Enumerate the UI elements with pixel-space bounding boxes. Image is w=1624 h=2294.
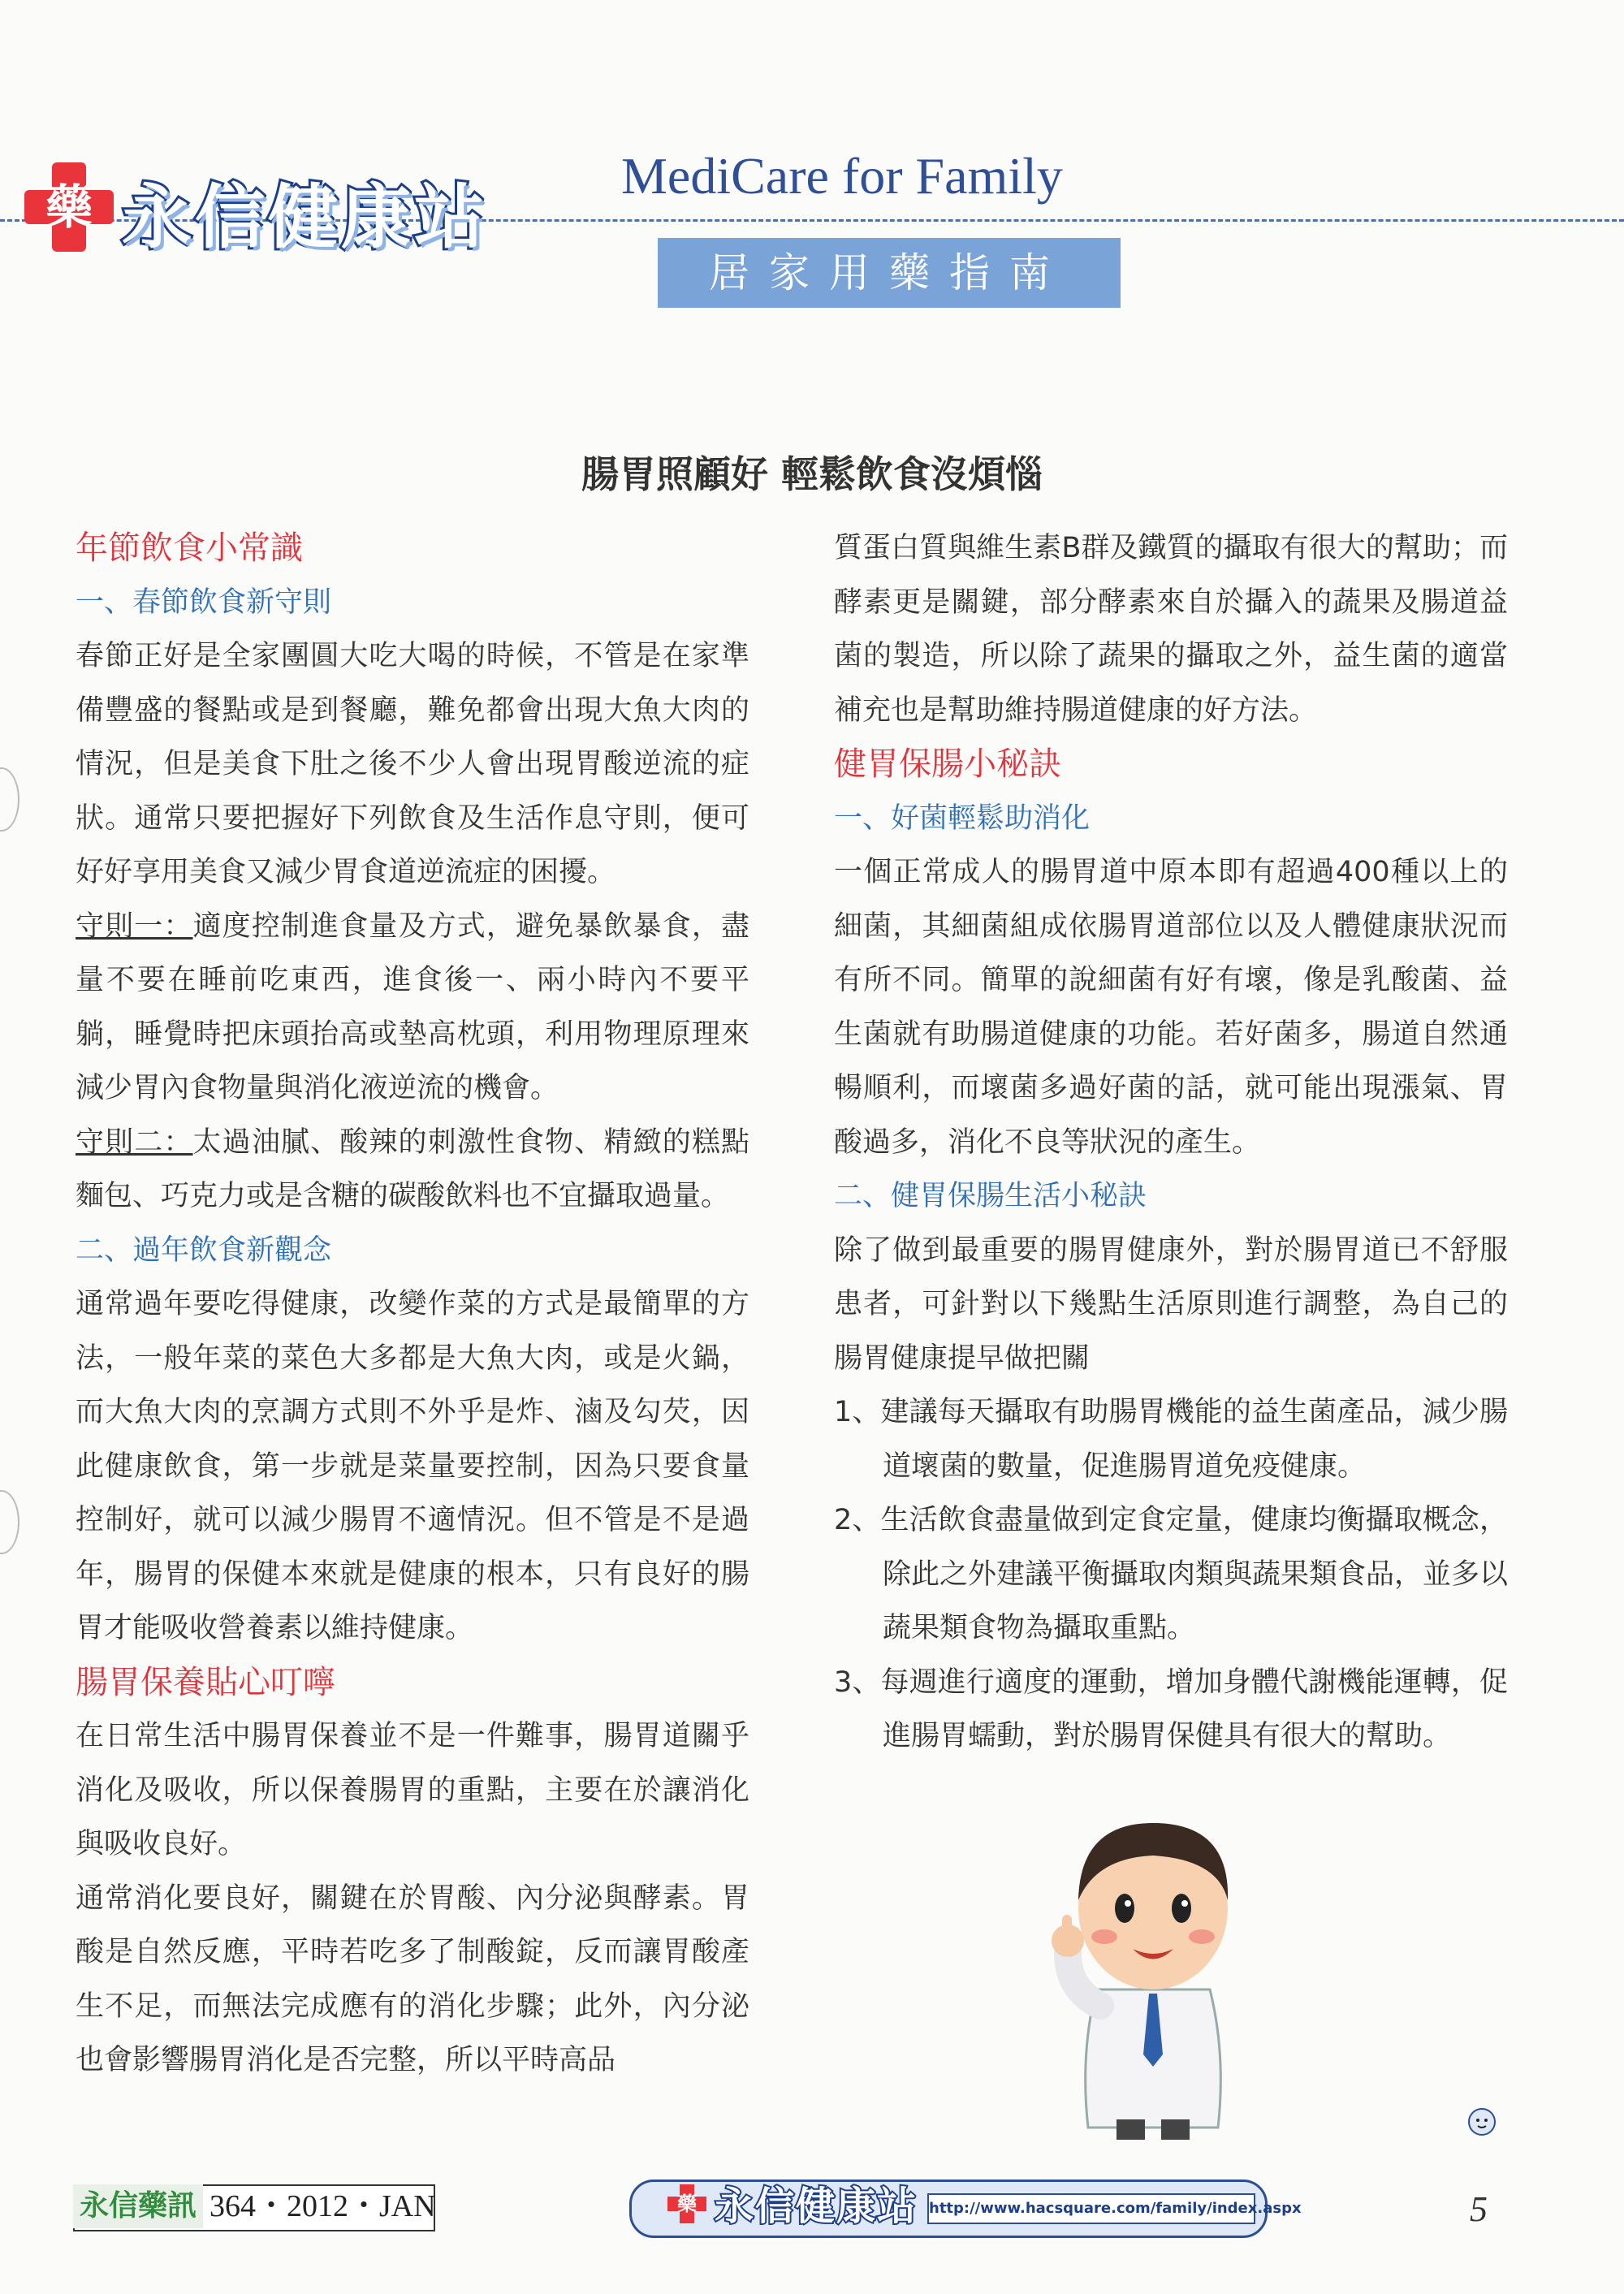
paragraph: 春節正好是全家團圓大吃大喝的時候，不管是在家準備豐盛的餐點或是到餐廳，難免都會出現大魚大肉的情況，但是美食下肚之後不少人會出現胃酸逆流的症狀。通常只要把握好下列飲食及生活作息守則，便可好好享用美食又減少胃食道逆流症的困擾。: [76, 640, 749, 888]
subheading-new-concepts: 二、過年飲食新觀念: [76, 1233, 332, 1267]
rule-one-text: 適度控制進食量及方式，避免暴飲暴食，盡量不要在睡前吃東西，進食後一、兩小時內不要平躺，睡覺時把床頭抬高或墊高枕頭，利用物理原理來減少胃內食物量與消化液逆流的機會。: [76, 909, 749, 1104]
section-subtitle: 居家用藥指南: [709, 249, 1069, 296]
rule-one: [76, 900, 749, 1116]
footer-issue-info: 364・2012・JAN: [209, 2189, 436, 2223]
rule-two-text: 太過油膩、酸辣的刺激性食物、精緻的糕點麵包、巧克力或是含糖的碳酸飲料也不宜攝取過量。: [76, 1125, 749, 1212]
binding-hole: [0, 1490, 19, 1554]
paragraph: 除了做到最重要的腸胃健康外，對於腸胃道已不舒服患者，可針對以下幾點生活原則進行調整，為自己的腸胃健康提早做把關: [834, 1233, 1508, 1375]
paragraph: 質蛋白質與維生素B群及鐵質的攝取有很大的幫助；而酵素更是關鍵，部分酵素來自於攝入的蔬果及腸道益菌的製造，所以除了蔬果的攝取之外，益生菌的適當補充也是幫助維持腸道健康的好方法。: [834, 532, 1508, 727]
list-item: 1、建議每天攝取有助腸胃機能的益生菌產品，減少腸道壞菌的數量，促進腸胃道免疫健康。: [834, 1396, 1508, 1483]
paragraph: 通常消化要良好，關鍵在於胃酸、內分泌與酵素。胃酸是自然反應，平時若吃多了制酸錠，反而讓胃酸產生不足，而無法完成應有的消化步驟；此外，內分泌也會影響腸胃消化是否完整，所以平時高品: [76, 1881, 749, 2076]
footer-logo-char: 藥: [677, 2192, 697, 2215]
subheading-life-tips: 二、健胃保腸生活小秘訣: [834, 1180, 1147, 1212]
list-item: 2、生活飲食盡量做到定食定量，健康均衡攝取概念，除此之外建議平衡攝取肉類與蔬果類食品，並多以蔬果類食物為攝取重點。: [834, 1504, 1509, 1644]
left-column: [76, 521, 749, 2088]
page-number: 5: [1470, 2189, 1488, 2229]
footer-magazine-name: 永信藥訊: [73, 2184, 203, 2228]
doctor-thumbs-up-illustration: [1023, 1786, 1283, 2144]
heading-gut-secrets: 健胃保腸小秘訣: [834, 745, 1061, 783]
mascot-icon: [1462, 2099, 1502, 2140]
pharmacy-cross-icon: [667, 2184, 706, 2223]
rule-one-label: 守則一：: [76, 909, 193, 943]
subheading-spring-rules: 一、春節飲食新守則: [76, 585, 332, 619]
pharmacy-cross-icon: [24, 162, 114, 252]
heading-new-year-diet: 年節飲食小常識: [76, 529, 303, 567]
footer-url-link[interactable]: http://www.hacsquare.com/family/index.aspx: [927, 2193, 1255, 2224]
paragraph: 一個正常成人的腸胃道中原本即有超過400種以上的細菌，其細菌組成依腸胃道部位以及人體健康狀況而有所不同。簡單的說細菌有好有壞，像是乳酸菌、益生菌就有助腸道健康的功能。若好菌多，腸道自然通暢順利，而壞菌多過好菌的話，就可能出現漲氣、胃酸過多，消化不良等狀況的產生。: [834, 856, 1508, 1159]
subheading-good-bacteria: 一、好菌輕鬆助消化: [834, 801, 1091, 835]
paragraph: 通常過年要吃得健康，改變作菜的方式是最簡單的方法，一般年菜的菜色大多都是大魚大肉，或是火鍋，而大魚大肉的烹調方式則不外乎是炸、滷及勾芡，因此健康飲食，第一步就是菜量要控制，因為只要食量控制好，就可以減少腸胃不適情況。但不管是不是過年，腸胃的保健本來就是健康的根本，只有良好的腸胃才能吸收營養素以維持健康。: [76, 1288, 749, 1644]
heading-gut-care-tips: 腸胃保養貼心叮嚀: [76, 1663, 335, 1701]
logo-title: 永信健康站: [122, 177, 487, 258]
rule-two: [76, 1116, 749, 1224]
article-title: 腸胃照顧好 輕鬆飲食沒煩惱: [581, 452, 1043, 496]
binding-hole: [0, 767, 19, 832]
logo-char: 藥: [45, 179, 93, 235]
brand-english-title: MediCare for Family: [621, 147, 1063, 205]
footer-brand: 永信健康站: [715, 2184, 918, 2229]
rule-two-label: 守則二：: [76, 1125, 193, 1159]
right-column: [834, 521, 1508, 1764]
paragraph: 在日常生活中腸胃保養並不是一件難事，腸胃道關乎消化及吸收，所以保養腸胃的重點，主要在於讓消化與吸收良好。: [76, 1720, 749, 1860]
list-item: 3、每週進行適度的運動，增加身體代謝機能運轉，促進腸胃蠕動，對於腸胃保健具有很大的幫助。: [834, 1665, 1508, 1752]
